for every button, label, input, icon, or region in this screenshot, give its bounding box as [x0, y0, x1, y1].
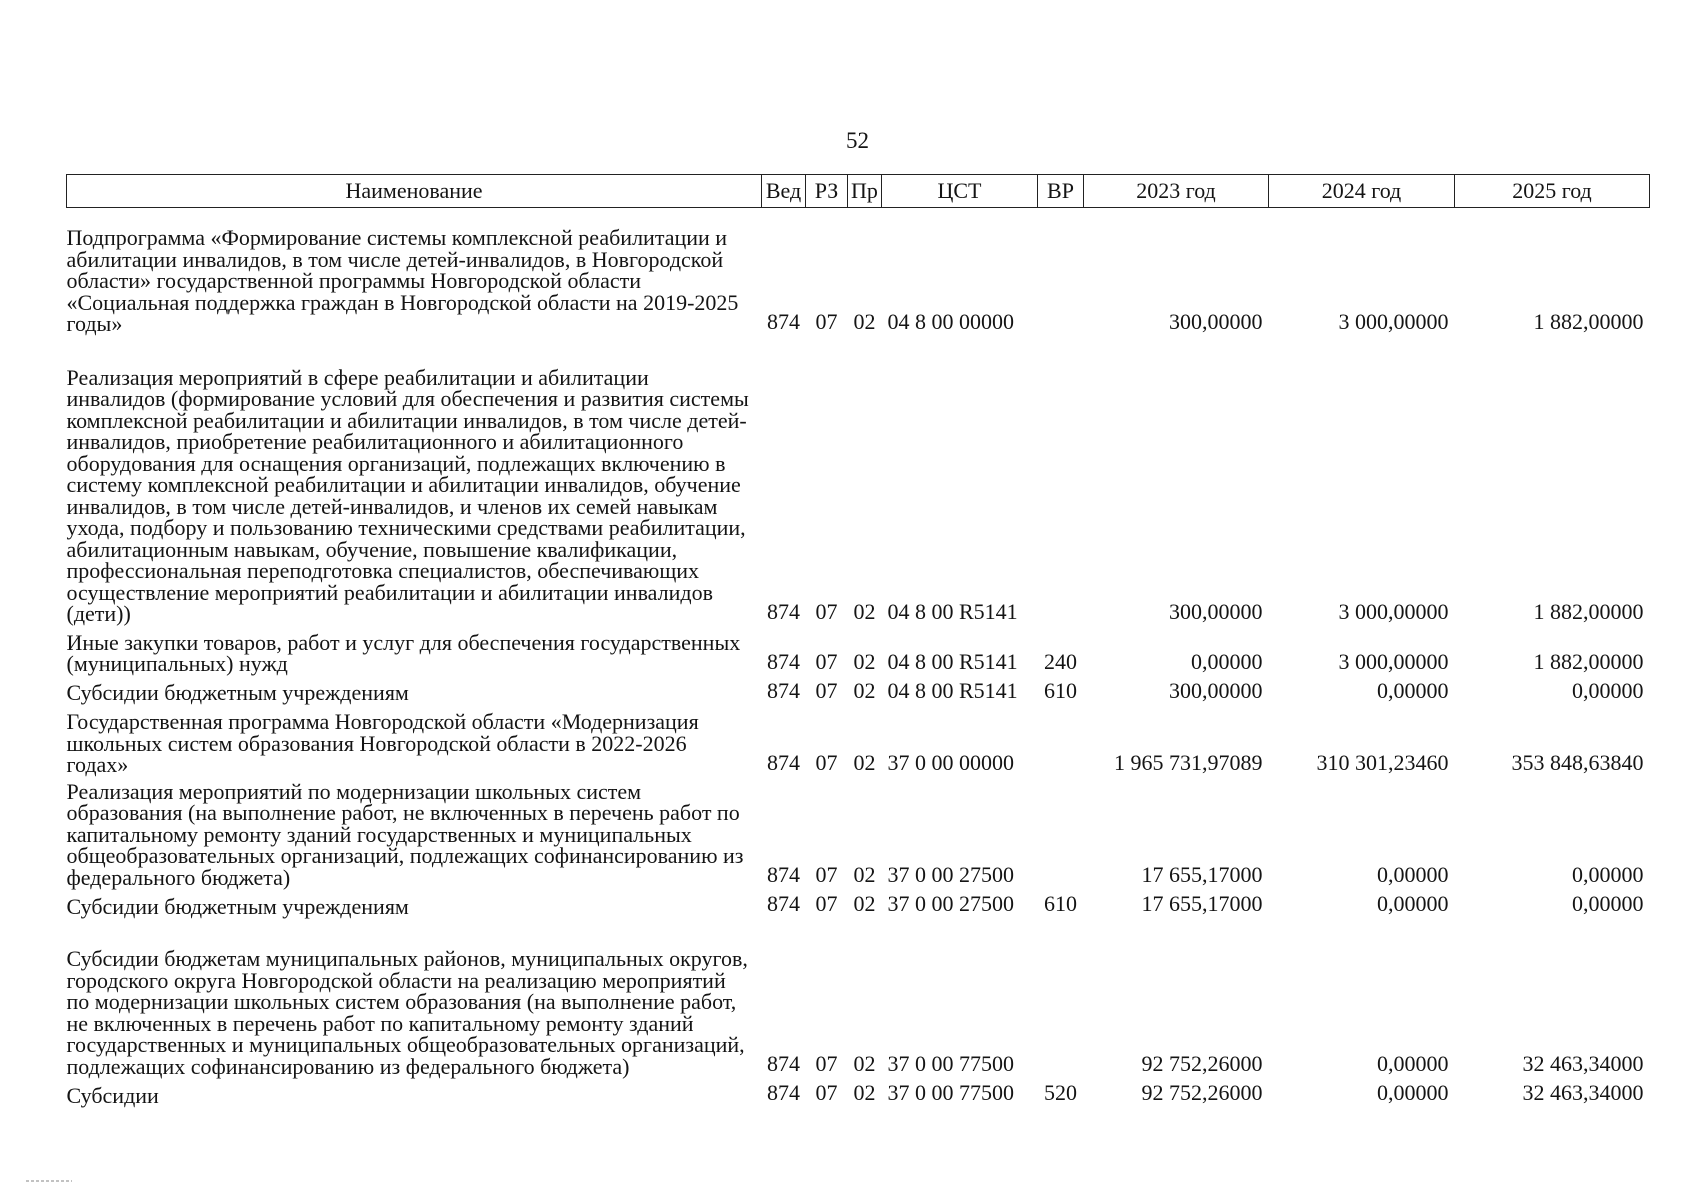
header-ved: Вед [762, 175, 806, 208]
row-name: Государственная программа Новгородской области «Модернизация школьных систем образования Новгородской области в 2022-2026 годах» [66, 709, 699, 777]
row-name: Реализация мероприятий в сфере реабилитации и абилитации инвалидов (формирование условий для обеспечения и развития системы комплексной реабилитации и абилитации инвалидов, в том числе детей-инвалидов, приобретение реабилитационного и абилитационного оборудования для оснащения организаций, подлежащих включению в систему комплексной реабилитации и абилитации инвалидов, обучение инвалидов, в том числе детей-инвалидов, и членов их семей навыкам ухода, подбору и пользованию техническими средствами реабилитации, абилитационным навыкам, обучение, повышение квалификации, профессиональная переподготовка специалистов, обеспечивающих осуществление мероприятий реабилитации и абилитации инвалидов (дети)) [66, 364, 749, 626]
row-2025: 0,00000 [1572, 677, 1644, 703]
table-row [67, 779, 1650, 892]
row-name: Субсидии [66, 1082, 159, 1108]
row-vr [1038, 338, 1084, 628]
row-2024: 310 301,23460 [1316, 749, 1449, 775]
row-pr: 02 [853, 598, 876, 624]
page-number: 52 [846, 128, 869, 153]
row-rz: 07 [815, 749, 838, 775]
scan-artifact [26, 1180, 72, 1182]
row-rz: 07 [815, 648, 838, 674]
row-2024: 0,00000 [1377, 1051, 1449, 1076]
row-rz: 07 [815, 891, 838, 916]
row-name: Реализация мероприятий по модернизации школьных систем образования (на выполнение работ, не включенных в перечень работ по капитальному ремонту зданий государственных и муниципальных общеобразовательных организаций, подлежащих софинансированию из федерального бюджета) [66, 778, 744, 890]
row-ved: 874 [767, 1080, 800, 1105]
row-ved: 874 [767, 598, 800, 624]
row-2025: 1 882,00000 [1533, 598, 1644, 624]
row-vr [1038, 707, 1084, 779]
row-name: Субсидии бюджетам муниципальных районов, муниципальных округов, городского округа Новгородской области на реализацию мероприятий по модернизации школьных систем образования (на выполнение работ, не включенных в перечень работ по капитальному ремонту зданий государственных и муниципальных общеобразовательных организаций, подлежащих софинансированию из федерального бюджета) [66, 946, 748, 1079]
row-cst: 04 8 00 00000 [887, 308, 1014, 334]
row-name: Подпрограмма «Формирование системы комплексной реабилитации и абилитации инвалидов, в том числе детей-инвалидов, в Новгородской области» государственной программы Новгородской области «Социальная поддержка граждан в Новгородской области на 2019-2025 годы» [66, 225, 739, 336]
row-2024: 3 000,00000 [1338, 308, 1449, 334]
row-2023: 0,00000 [1191, 648, 1263, 674]
header-2025: 2025 год [1455, 175, 1650, 208]
table-row [67, 338, 1650, 628]
row-2023: 1 965 731,97089 [1114, 749, 1263, 775]
row-2024: 0,00000 [1377, 677, 1449, 703]
row-rz: 07 [815, 308, 838, 334]
table-row [67, 678, 1650, 707]
row-ved: 874 [767, 648, 800, 674]
row-cst: 37 0 00 77500 [887, 1080, 1014, 1105]
header-2023: 2023 год [1084, 175, 1269, 208]
row-pr: 02 [853, 1080, 876, 1105]
row-cst: 37 0 00 77500 [887, 1051, 1014, 1076]
row-vr [1038, 779, 1084, 892]
row-cst: 37 0 00 27500 [887, 862, 1014, 887]
row-vr [1038, 920, 1084, 1080]
row-2024: 0,00000 [1377, 862, 1449, 887]
row-2025: 32 463,34000 [1522, 1051, 1644, 1076]
row-2025: 353 848,63840 [1511, 749, 1644, 775]
row-ved: 874 [767, 749, 800, 775]
row-2024: 3 000,00000 [1338, 648, 1449, 674]
row-ved: 874 [767, 862, 800, 887]
header-pr: Пр [848, 175, 882, 208]
row-2023: 17 655,17000 [1141, 891, 1263, 916]
row-pr: 02 [853, 862, 876, 887]
row-name: Субсидии бюджетным учреждениям [66, 893, 409, 919]
row-name: Субсидии бюджетным учреждениям [66, 680, 409, 705]
row-cst: 37 0 00 27500 [887, 891, 1014, 916]
row-ved: 874 [767, 1051, 800, 1076]
row-rz: 07 [815, 677, 838, 703]
row-2025: 0,00000 [1572, 862, 1644, 887]
row-2025: 32 463,34000 [1522, 1080, 1644, 1105]
table-row [67, 208, 1650, 338]
budget-table [66, 174, 1650, 1109]
row-cst: 04 8 00 R5141 [887, 648, 1018, 674]
row-pr: 02 [853, 677, 876, 703]
header-vr: ВР [1038, 175, 1084, 208]
header-cst: ЦСТ [882, 175, 1038, 208]
row-rz: 07 [815, 1080, 838, 1105]
row-pr: 02 [853, 1051, 876, 1076]
table-row [67, 628, 1650, 678]
table-row [67, 707, 1650, 779]
row-2023: 300,00000 [1169, 598, 1263, 624]
row-2024: 0,00000 [1377, 1080, 1449, 1105]
row-vr: 520 [1044, 1080, 1077, 1105]
row-2023: 300,00000 [1169, 308, 1263, 334]
header-2024: 2024 год [1269, 175, 1455, 208]
row-2025: 0,00000 [1572, 891, 1644, 916]
row-ved: 874 [767, 677, 800, 703]
table-row [67, 920, 1650, 1080]
row-cst: 04 8 00 R5141 [887, 677, 1018, 703]
row-2023: 92 752,26000 [1141, 1051, 1263, 1076]
row-2023: 17 655,17000 [1141, 862, 1263, 887]
row-2024: 3 000,00000 [1338, 598, 1449, 624]
table-row [67, 1080, 1650, 1109]
row-vr [1038, 208, 1084, 338]
row-pr: 02 [853, 648, 876, 674]
row-vr: 240 [1044, 648, 1077, 674]
header-name: Наименование [67, 175, 762, 208]
row-pr: 02 [853, 749, 876, 775]
row-rz: 07 [815, 598, 838, 624]
row-ved: 874 [767, 891, 800, 916]
header-rz: РЗ [806, 175, 848, 208]
row-2025: 1 882,00000 [1533, 648, 1644, 674]
row-2023: 300,00000 [1169, 677, 1263, 703]
row-rz: 07 [815, 862, 838, 887]
row-2024: 0,00000 [1377, 891, 1449, 916]
row-cst: 37 0 00 00000 [887, 749, 1014, 775]
table-row [67, 891, 1650, 920]
row-vr: 610 [1044, 677, 1077, 703]
table-header-row [67, 175, 1650, 208]
row-2023: 92 752,26000 [1141, 1080, 1263, 1105]
row-rz: 07 [815, 1051, 838, 1076]
row-cst: 04 8 00 R5141 [887, 598, 1018, 624]
row-ved: 874 [767, 308, 800, 334]
row-pr: 02 [853, 308, 876, 334]
row-name: Иные закупки товаров, работ и услуг для обеспечения государственных (муниципальных) нужд [66, 629, 741, 676]
row-vr: 610 [1044, 891, 1077, 916]
row-pr: 02 [853, 891, 876, 916]
row-2025: 1 882,00000 [1533, 308, 1644, 334]
